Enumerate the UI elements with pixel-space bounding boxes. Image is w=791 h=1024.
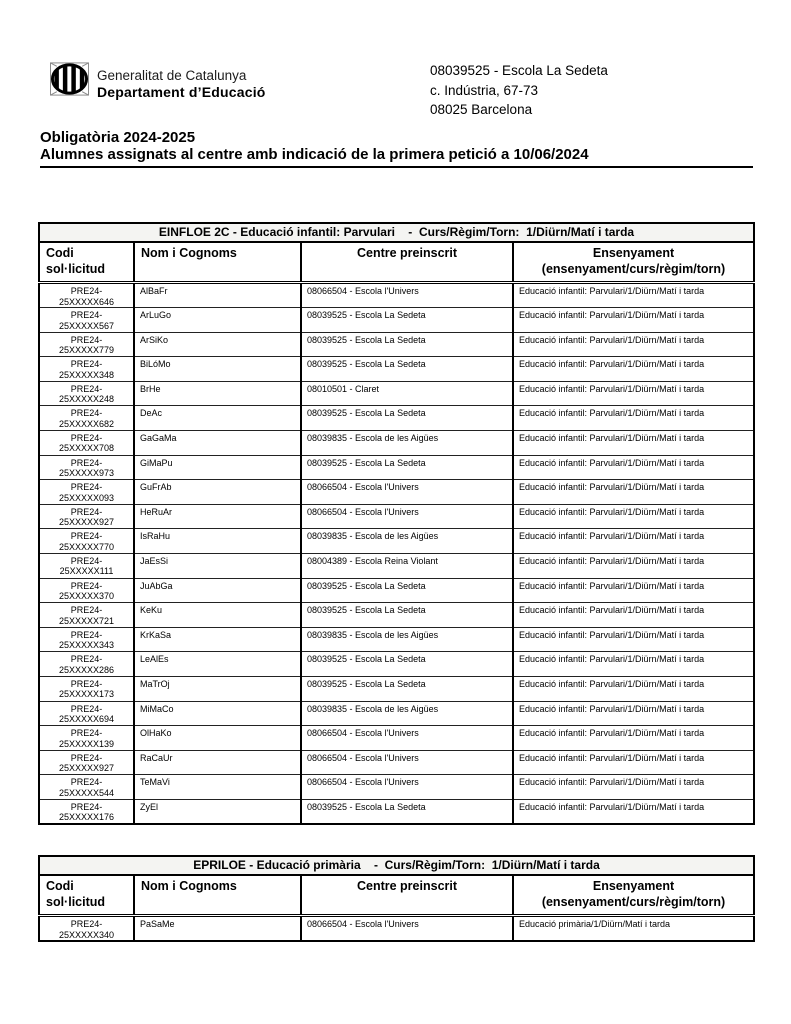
centre-cell: 08039525 - Escola La Sedeta	[301, 455, 513, 480]
table-row	[39, 308, 754, 333]
senyera-logo-icon	[50, 62, 89, 96]
nom-cell: GuFrAb	[134, 480, 301, 505]
nom-cell: IsRaHu	[134, 529, 301, 554]
nom-cell: GaGaMa	[134, 430, 301, 455]
ensenyament-cell: Educació infantil: Parvulari/1/Diürn/Matí i tarda	[513, 553, 754, 578]
header-codi-sollicitud: Codi sol·licitud	[39, 242, 134, 283]
codi-sollicitud-cell: PRE24- 25XXXXX770	[39, 529, 134, 554]
table-row	[39, 381, 754, 406]
header-centre-preinscrit: Centre preinscrit	[301, 242, 513, 283]
table-row	[39, 701, 754, 726]
ensenyament-cell: Educació infantil: Parvulari/1/Diürn/Matí i tarda	[513, 357, 754, 382]
table-row	[39, 357, 754, 382]
table-row	[39, 676, 754, 701]
logo-dept-name: Departament d’Educació	[97, 84, 266, 100]
nom-cell: RaCaUr	[134, 750, 301, 775]
codi-sollicitud-cell: PRE24- 25XXXXX139	[39, 726, 134, 751]
codi-sollicitud-cell: PRE24- 25XXXXX176	[39, 799, 134, 824]
table-header-row	[39, 875, 754, 916]
ensenyament-cell: Educació infantil: Parvulari/1/Diürn/Matí i tarda	[513, 529, 754, 554]
generalitat-logo	[50, 62, 266, 100]
document-title-block	[40, 129, 753, 168]
table-row	[39, 916, 754, 942]
ensenyament-cell: Educació infantil: Parvulari/1/Diürn/Matí i tarda	[513, 430, 754, 455]
table-row	[39, 504, 754, 529]
logo-text	[97, 62, 266, 100]
nom-cell: HeRuAr	[134, 504, 301, 529]
assignment-table-einfloe	[38, 222, 753, 825]
centre-cell: 08066504 - Escola l'Univers	[301, 750, 513, 775]
nom-cell: BiLóMo	[134, 357, 301, 382]
table-title: EINFLOE 2C - Educació infantil: Parvulari - Curs/Règim/Torn: 1/Diürn/Matí i tarda	[39, 223, 754, 242]
header-ensenyament: Ensenyament (ensenyament/curs/règim/torn)	[513, 242, 754, 283]
centre-cell: 08039525 - Escola La Sedeta	[301, 308, 513, 333]
title-line-stage: Obligatòria 2024-2025	[40, 129, 196, 146]
table-title-row	[39, 856, 754, 875]
ensenyament-cell: Educació infantil: Parvulari/1/Diürn/Matí i tarda	[513, 308, 754, 333]
centre-cell: 08039525 - Escola La Sedeta	[301, 799, 513, 824]
ensenyament-cell: Educació infantil: Parvulari/1/Diürn/Matí i tarda	[513, 627, 754, 652]
centre-cell: 08066504 - Escola l'Univers	[301, 480, 513, 505]
ensenyament-cell: Educació primària/1/Diürn/Matí i tarda	[513, 916, 754, 942]
eprilie-table	[38, 855, 755, 942]
centre-cell: 08039835 - Escola de les Aigües	[301, 627, 513, 652]
codi-sollicitud-cell: PRE24- 25XXXXX973	[39, 455, 134, 480]
ensenyament-cell: Educació infantil: Parvulari/1/Diürn/Matí i tarda	[513, 603, 754, 628]
centre-cell: 08066504 - Escola l'Univers	[301, 775, 513, 800]
nom-cell: ArLuGo	[134, 308, 301, 333]
ensenyament-cell: Educació infantil: Parvulari/1/Diürn/Matí i tarda	[513, 332, 754, 357]
table-row	[39, 332, 754, 357]
centre-cell: 08039835 - Escola de les Aigües	[301, 430, 513, 455]
ensenyament-cell: Educació infantil: Parvulari/1/Diürn/Matí i tarda	[513, 455, 754, 480]
table-row	[39, 553, 754, 578]
einfloe-table	[38, 222, 755, 825]
school-address-block	[430, 61, 608, 120]
nom-cell: ZyEl	[134, 799, 301, 824]
header-codi-sollicitud: Codi sol·licitud	[39, 875, 134, 916]
centre-cell: 08066504 - Escola l'Univers	[301, 283, 513, 308]
nom-cell: OlHaKo	[134, 726, 301, 751]
nom-cell: JaEsSi	[134, 553, 301, 578]
codi-sollicitud-cell: PRE24- 25XXXXX348	[39, 357, 134, 382]
codi-sollicitud-cell: PRE24- 25XXXXX646	[39, 283, 134, 308]
ensenyament-cell: Educació infantil: Parvulari/1/Diürn/Matí i tarda	[513, 775, 754, 800]
header-centre-preinscrit: Centre preinscrit	[301, 875, 513, 916]
codi-sollicitud-cell: PRE24- 25XXXXX779	[39, 332, 134, 357]
nom-cell: LeAlEs	[134, 652, 301, 677]
centre-cell: 08039835 - Escola de les Aigües	[301, 529, 513, 554]
codi-sollicitud-cell: PRE24- 25XXXXX343	[39, 627, 134, 652]
centre-cell: 08039525 - Escola La Sedeta	[301, 652, 513, 677]
centre-cell: 08066504 - Escola l'Univers	[301, 504, 513, 529]
logo-org-name: Generalitat de Catalunya	[97, 68, 247, 83]
nom-cell: ArSiKo	[134, 332, 301, 357]
table-row	[39, 529, 754, 554]
codi-sollicitud-cell: PRE24- 25XXXXX567	[39, 308, 134, 333]
centre-cell: 08039525 - Escola La Sedeta	[301, 406, 513, 431]
centre-cell: 08039525 - Escola La Sedeta	[301, 578, 513, 603]
ensenyament-cell: Educació infantil: Parvulari/1/Diürn/Matí i tarda	[513, 652, 754, 677]
codi-sollicitud-cell: PRE24- 25XXXXX927	[39, 504, 134, 529]
nom-cell: DeAc	[134, 406, 301, 431]
header-nom-i-cognoms: Nom i Cognoms	[134, 875, 301, 916]
table-title: EPRILOE - Educació primària - Curs/Règim/Torn: 1/Diürn/Matí i tarda	[39, 856, 754, 875]
centre-cell: 08066504 - Escola l'Univers	[301, 916, 513, 942]
table-row	[39, 455, 754, 480]
codi-sollicitud-cell: PRE24- 25XXXXX721	[39, 603, 134, 628]
nom-cell: MaTrOj	[134, 676, 301, 701]
nom-cell: KrKaSa	[134, 627, 301, 652]
table-row	[39, 799, 754, 824]
nom-cell: BrHe	[134, 381, 301, 406]
centre-cell: 08010501 - Claret	[301, 381, 513, 406]
ensenyament-cell: Educació infantil: Parvulari/1/Diürn/Matí i tarda	[513, 750, 754, 775]
nom-cell: KeKu	[134, 603, 301, 628]
ensenyament-cell: Educació infantil: Parvulari/1/Diürn/Matí i tarda	[513, 799, 754, 824]
nom-cell: GiMaPu	[134, 455, 301, 480]
centre-cell: 08039525 - Escola La Sedeta	[301, 357, 513, 382]
nom-cell: AlBaFr	[134, 283, 301, 308]
table-row	[39, 652, 754, 677]
codi-sollicitud-cell: PRE24- 25XXXXX286	[39, 652, 134, 677]
codi-sollicitud-cell: PRE24- 25XXXXX248	[39, 381, 134, 406]
nom-cell: JuAbGa	[134, 578, 301, 603]
table-row	[39, 480, 754, 505]
codi-sollicitud-cell: PRE24- 25XXXXX694	[39, 701, 134, 726]
codi-sollicitud-cell: PRE24- 25XXXXX093	[39, 480, 134, 505]
school-city: 08025 Barcelona	[430, 102, 533, 117]
school-code-name: 08039525 - Escola La Sedeta	[430, 63, 608, 78]
einfloe-table-body	[39, 283, 754, 824]
codi-sollicitud-cell: PRE24- 25XXXXX927	[39, 750, 134, 775]
centre-cell: 08039835 - Escola de les Aigües	[301, 701, 513, 726]
table-header-row	[39, 242, 754, 283]
codi-sollicitud-cell: PRE24- 25XXXXX111	[39, 553, 134, 578]
codi-sollicitud-cell: PRE24- 25XXXXX682	[39, 406, 134, 431]
codi-sollicitud-cell: PRE24- 25XXXXX370	[39, 578, 134, 603]
table-row	[39, 750, 754, 775]
codi-sollicitud-cell: PRE24- 25XXXXX173	[39, 676, 134, 701]
nom-cell: TeMaVi	[134, 775, 301, 800]
ensenyament-cell: Educació infantil: Parvulari/1/Diürn/Matí i tarda	[513, 726, 754, 751]
eprilie-table-body	[39, 916, 754, 942]
table-row	[39, 283, 754, 308]
ensenyament-cell: Educació infantil: Parvulari/1/Diürn/Matí i tarda	[513, 701, 754, 726]
table-row	[39, 430, 754, 455]
ensenyament-cell: Educació infantil: Parvulari/1/Diürn/Matí i tarda	[513, 504, 754, 529]
centre-cell: 08004389 - Escola Reina Violant	[301, 553, 513, 578]
centre-cell: 08039525 - Escola La Sedeta	[301, 676, 513, 701]
table-row	[39, 406, 754, 431]
nom-cell: MiMaCo	[134, 701, 301, 726]
ensenyament-cell: Educació infantil: Parvulari/1/Diürn/Matí i tarda	[513, 480, 754, 505]
ensenyament-cell: Educació infantil: Parvulari/1/Diürn/Matí i tarda	[513, 578, 754, 603]
centre-cell: 08039525 - Escola La Sedeta	[301, 332, 513, 357]
table-row	[39, 726, 754, 751]
codi-sollicitud-cell: PRE24- 25XXXXX340	[39, 916, 134, 942]
table-row	[39, 775, 754, 800]
ensenyament-cell: Educació infantil: Parvulari/1/Diürn/Matí i tarda	[513, 676, 754, 701]
title-line-subject: Alumnes assignats al centre amb indicació de la primera petició a 10/06/2024	[40, 146, 589, 163]
codi-sollicitud-cell: PRE24- 25XXXXX544	[39, 775, 134, 800]
centre-cell: 08039525 - Escola La Sedeta	[301, 603, 513, 628]
table-row	[39, 578, 754, 603]
table-row	[39, 627, 754, 652]
table-title-row	[39, 223, 754, 242]
ensenyament-cell: Educació infantil: Parvulari/1/Diürn/Matí i tarda	[513, 381, 754, 406]
codi-sollicitud-cell: PRE24- 25XXXXX708	[39, 430, 134, 455]
nom-cell: PaSaMe	[134, 916, 301, 942]
ensenyament-cell: Educació infantil: Parvulari/1/Diürn/Matí i tarda	[513, 406, 754, 431]
header-nom-i-cognoms: Nom i Cognoms	[134, 242, 301, 283]
assignment-table-eprilie	[38, 855, 753, 942]
header-ensenyament: Ensenyament (ensenyament/curs/règim/torn)	[513, 875, 754, 916]
centre-cell: 08066504 - Escola l'Univers	[301, 726, 513, 751]
table-row	[39, 603, 754, 628]
school-street: c. Indústria, 67-73	[430, 82, 539, 98]
ensenyament-cell: Educació infantil: Parvulari/1/Diürn/Matí i tarda	[513, 283, 754, 308]
